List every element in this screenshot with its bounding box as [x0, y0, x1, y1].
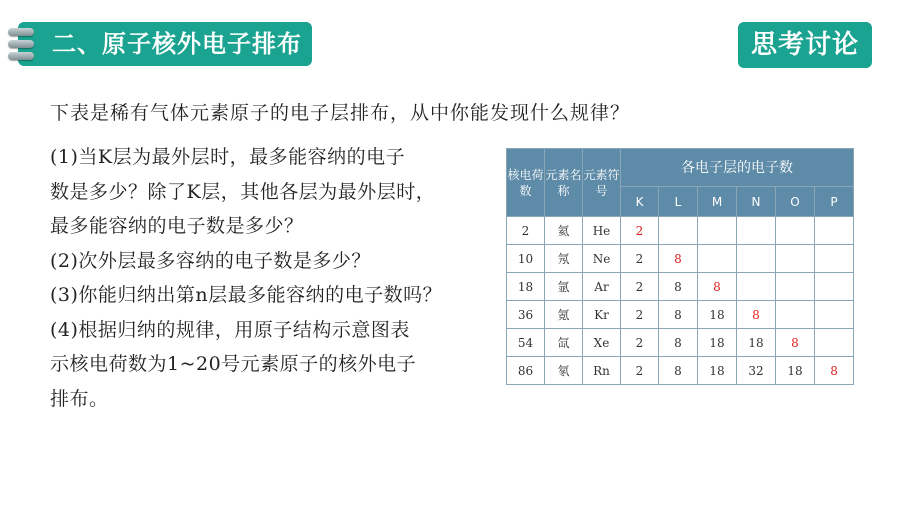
question-line: (2)次外层最多容纳的电子数是多少？: [50, 249, 371, 272]
cell-element-name: 氙: [545, 329, 583, 357]
questions: [50, 140, 502, 416]
cell-electrons: [698, 245, 737, 273]
cell-electrons: [737, 217, 776, 245]
question-line: (3)你能归纳出第n层最多能容纳的电子数吗？: [50, 284, 443, 306]
cell-electrons: 2: [621, 245, 659, 273]
header-shell: K: [621, 187, 659, 217]
cell-atomic-number: 36: [507, 301, 545, 329]
question-line: 示核电荷数为1~20号元素原子的核外电子: [50, 353, 417, 375]
cell-electrons: 8: [659, 301, 698, 329]
cell-element-name: 氡: [545, 357, 583, 385]
cell-electrons: 2: [621, 273, 659, 301]
cell-electrons: [815, 273, 854, 301]
cell-atomic-number: 54: [507, 329, 545, 357]
cell-element-symbol: He: [583, 217, 621, 245]
section-banner: [18, 22, 312, 66]
cell-electrons: 8: [776, 329, 815, 357]
cell-electrons: 2: [621, 357, 659, 385]
table-row: [507, 273, 854, 301]
header-shell: O: [776, 187, 815, 217]
cell-element-name: 氦: [545, 217, 583, 245]
cell-electrons: [737, 273, 776, 301]
binder-rings-icon: [8, 26, 38, 62]
cell-electrons: [698, 217, 737, 245]
cell-electrons: [776, 273, 815, 301]
question-line: 最多能容纳的电子数是多少？: [50, 215, 304, 237]
header-shell: L: [659, 187, 698, 217]
cell-element-symbol: Xe: [583, 329, 621, 357]
cell-electrons: [776, 301, 815, 329]
section-title: 二、原子核外电子排布: [52, 30, 302, 58]
question-line: (4)根据归纳的规律，用原子结构示意图表: [50, 318, 410, 341]
cell-element-symbol: Ar: [583, 273, 621, 301]
cell-electrons: 18: [737, 329, 776, 357]
cell-electrons: 8: [659, 357, 698, 385]
question-line: 排布。: [50, 387, 109, 410]
cell-electrons: [815, 217, 854, 245]
cell-electrons: 18: [698, 357, 737, 385]
question-line: 数是多少？除了K层，其他各层为最外层时，: [50, 180, 436, 203]
cell-electrons: [815, 329, 854, 357]
cell-atomic-number: 86: [507, 357, 545, 385]
cell-electrons: [776, 217, 815, 245]
cell-element-name: 氖: [545, 245, 583, 273]
cell-element-symbol: Rn: [583, 357, 621, 385]
header-atomic-number: 核电荷数: [507, 149, 545, 217]
cell-element-symbol: Ne: [583, 245, 621, 273]
header-element-symbol: 元素符号: [583, 149, 621, 217]
cell-electrons: 8: [737, 301, 776, 329]
cell-electrons: 18: [698, 301, 737, 329]
cell-electrons: 2: [621, 217, 659, 245]
table-row: [507, 329, 854, 357]
cell-electrons: 8: [659, 245, 698, 273]
cell-electrons: 18: [776, 357, 815, 385]
cell-electrons: 8: [698, 273, 737, 301]
cell-electrons: 8: [659, 273, 698, 301]
cell-electrons: [659, 217, 698, 245]
electron-shell-table: [506, 148, 854, 385]
header-shell-group: 各电子层的电子数: [621, 149, 854, 187]
cell-element-name: 氩: [545, 273, 583, 301]
cell-atomic-number: 2: [507, 217, 545, 245]
header-shell: N: [737, 187, 776, 217]
discussion-badge: 思考讨论: [738, 22, 872, 68]
cell-electrons: 2: [621, 301, 659, 329]
cell-element-symbol: Kr: [583, 301, 621, 329]
cell-electrons: 8: [815, 357, 854, 385]
cell-electrons: [776, 245, 815, 273]
header-element-name: 元素名称: [545, 149, 583, 217]
cell-atomic-number: 18: [507, 273, 545, 301]
intro-text: 下表是稀有气体元素原子的电子层排布，从中你能发现什么规律？: [50, 102, 631, 124]
table-row: [507, 357, 854, 385]
header-shell: M: [698, 187, 737, 217]
header-shell: P: [815, 187, 854, 217]
cell-electrons: 8: [659, 329, 698, 357]
table-row: [507, 245, 854, 273]
cell-electrons: 18: [698, 329, 737, 357]
table-row: [507, 217, 854, 245]
cell-electrons: 2: [621, 329, 659, 357]
cell-element-name: 氪: [545, 301, 583, 329]
cell-electrons: [815, 301, 854, 329]
cell-electrons: 32: [737, 357, 776, 385]
cell-electrons: [737, 245, 776, 273]
table-header-row: [507, 149, 854, 187]
question-line: (1)当K层为最外层时，最多能容纳的电子: [50, 146, 406, 168]
cell-electrons: [815, 245, 854, 273]
cell-atomic-number: 10: [507, 245, 545, 273]
table-row: [507, 301, 854, 329]
